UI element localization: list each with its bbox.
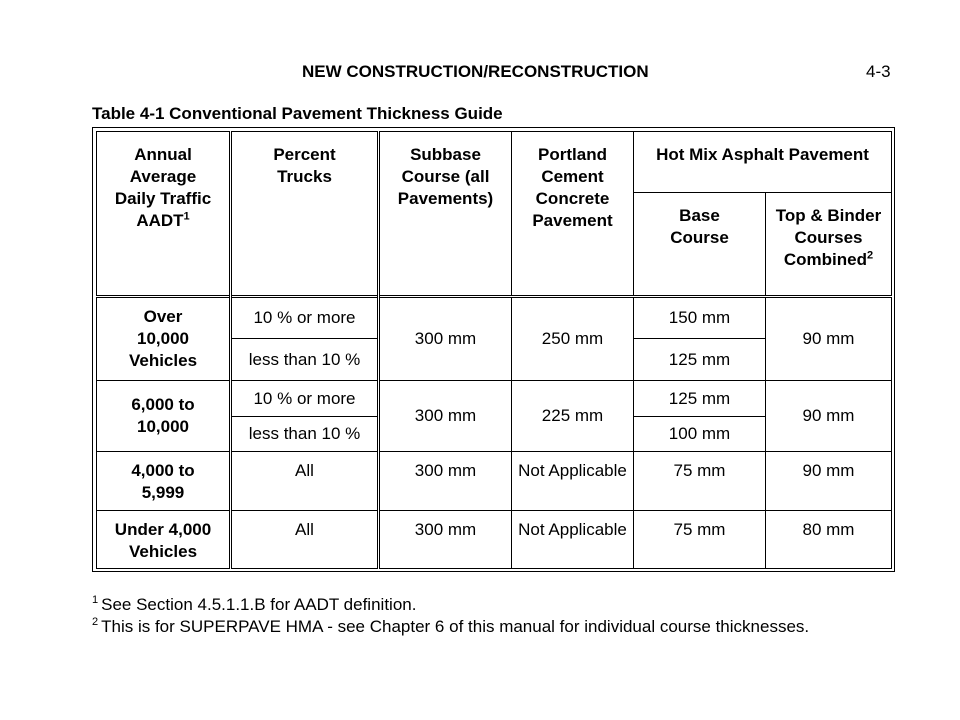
header-subbase-course: Subbase Course (all Pavements): [379, 132, 512, 297]
trucks-cell: 10 % or more: [231, 297, 379, 339]
subbase-cell: 300 mm: [379, 297, 512, 381]
footnote-text: This is for SUPERPAVE HMA - see Chapter 6 of this manual for individual course thicknesses.: [101, 617, 810, 636]
top-binder-cell: 80 mm: [766, 511, 892, 569]
page-header: [0, 62, 960, 86]
base-course-cell: 75 mm: [634, 452, 766, 511]
header-aadt-label: Annual Average Daily Traffic AADT: [114, 145, 212, 230]
top-binder-cell: 90 mm: [766, 452, 892, 511]
portland-cell: 225 mm: [512, 381, 634, 452]
footnote-marker: 2: [92, 616, 99, 629]
table-title: Table 4-1 Conventional Pavement Thickness Guide: [92, 104, 503, 123]
footnote-1: [92, 594, 809, 616]
trucks-cell: All: [231, 452, 379, 511]
subbase-cell: 300 mm: [379, 452, 512, 511]
base-course-cell: 150 mm: [634, 297, 766, 339]
section-title: NEW CONSTRUCTION/RECONSTRUCTION: [302, 62, 649, 81]
aadt-4000-to-5999: 4,000 to 5,999: [97, 452, 231, 511]
trucks-cell: All: [231, 511, 379, 569]
header-percent-trucks: Percent Trucks: [231, 132, 379, 297]
subbase-cell: 300 mm: [379, 381, 512, 452]
base-course-cell: 125 mm: [634, 381, 766, 417]
footnote-marker: 1: [92, 594, 99, 607]
header-top-binder-footnote-ref: 2: [867, 249, 874, 262]
footnote-2: [92, 616, 809, 638]
trucks-cell: less than 10 %: [231, 339, 379, 381]
portland-cell: Not Applicable: [512, 511, 634, 569]
base-course-cell: 125 mm: [634, 339, 766, 381]
header-portland-cement: Portland Cement Concrete Pavement: [512, 132, 634, 297]
subbase-cell: 300 mm: [379, 511, 512, 569]
footnote-text: See Section 4.5.1.1.B for AADT definition.: [101, 595, 417, 614]
top-binder-cell: 90 mm: [766, 381, 892, 452]
table-frame: [92, 127, 895, 572]
header-aadt-footnote-ref: 1: [183, 210, 190, 223]
footnotes: [92, 594, 809, 638]
portland-cell: 250 mm: [512, 297, 634, 381]
aadt-under-4000: Under 4,000 Vehicles: [97, 511, 231, 569]
aadt-over-10000: Over 10,000 Vehicles: [97, 297, 231, 381]
header-hot-mix-asphalt: Hot Mix Asphalt Pavement: [634, 132, 892, 193]
header-aadt: [97, 132, 231, 297]
header-top-binder-label: Top & Binder Courses Combined: [775, 206, 882, 269]
base-course-cell: 75 mm: [634, 511, 766, 569]
header-top-binder: [766, 193, 892, 297]
pavement-thickness-table: [96, 131, 892, 569]
top-binder-cell: 90 mm: [766, 297, 892, 381]
header-base-course: Base Course: [634, 193, 766, 297]
trucks-cell: less than 10 %: [231, 417, 379, 452]
page-number: 4-3: [866, 62, 891, 81]
base-course-cell: 100 mm: [634, 417, 766, 452]
aadt-6000-to-10000: 6,000 to 10,000: [97, 381, 231, 452]
portland-cell: Not Applicable: [512, 452, 634, 511]
trucks-cell: 10 % or more: [231, 381, 379, 417]
